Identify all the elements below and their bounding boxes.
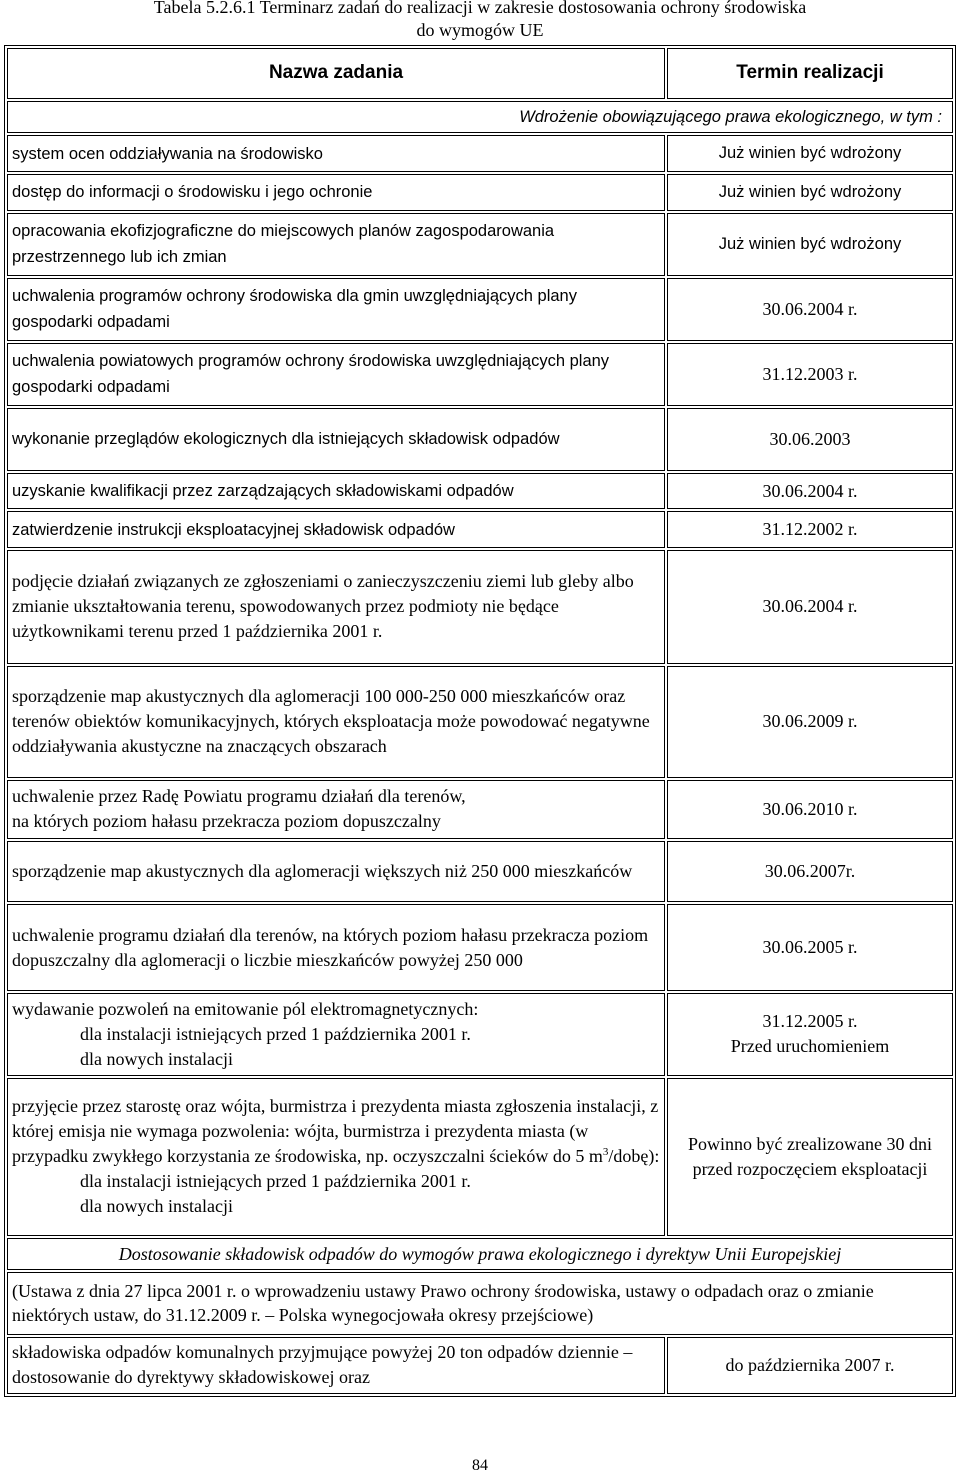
task-subitem: dla nowych instalacji bbox=[80, 1048, 233, 1069]
task-subitem: dla instalacji istniejących przed 1 października 2001 r. bbox=[80, 1023, 471, 1044]
task-cell: uchwalenie programu działań dla terenów, na których poziom hałasu przekracza poziom dopuszczalny dla aglomeracji o liczbie mieszkańców powyżej 250 000 bbox=[7, 904, 665, 991]
table-row bbox=[7, 511, 953, 548]
table-row bbox=[7, 780, 953, 839]
table-row bbox=[7, 343, 953, 406]
page-number: 84 bbox=[472, 1457, 488, 1474]
deadline-cell: 30.06.2004 r. bbox=[667, 473, 953, 510]
deadline-cell: 31.12.2002 r. bbox=[667, 511, 953, 548]
table-row bbox=[7, 408, 953, 471]
deadline-line: 31.12.2005 r. bbox=[762, 1011, 858, 1032]
deadline-cell: 30.06.2007r. bbox=[667, 841, 953, 902]
note-row bbox=[7, 1272, 953, 1335]
deadline-cell: 30.06.2004 r. bbox=[667, 550, 953, 664]
table-row bbox=[7, 1337, 953, 1394]
deadline-cell: Powinno być zrealizowane 30 dni przed rozpoczęciem eksploatacji bbox=[667, 1078, 953, 1237]
task-cell: składowiska odpadów komunalnych przyjmujące powyżej 20 ton odpadów dziennie – dostosowanie do dyrektywy składowiskowej oraz bbox=[7, 1337, 665, 1394]
deadline-cell: Już winien być wdrożony bbox=[667, 213, 953, 276]
task-line: wydawanie pozwoleń na emitowanie pól elektromagnetycznych: bbox=[12, 998, 479, 1019]
task-subitem: dla nowych instalacji bbox=[80, 1196, 233, 1217]
table-row bbox=[7, 473, 953, 510]
header-task: Nazwa zadania bbox=[7, 48, 665, 99]
task-cell: uchwalenia programów ochrony środowiska dla gmin uwzględniających plany gospodarki odpadami bbox=[7, 278, 665, 341]
task-subitem: dla instalacji istniejących przed 1 października 2001 r. bbox=[80, 1171, 471, 1192]
task-text: przyjęcie przez starostę oraz wójta, burmistrza i prezydenta miasta zgłoszenia instalacji, z której emisja nie wymaga pozwolenia: wójta, burmistrza i prezydenta miasta (w przypadku zwykłego korzystania ze środowiska, np. oczyszczalni ścieków do 5 m bbox=[12, 1096, 659, 1167]
table-row bbox=[7, 135, 953, 172]
legal-note: (Ustawa z dnia 27 lipca 2001 r. o wprowadzeniu ustawy Prawo ochrony środowiska, ustawy o odpadach oraz o zmianie niektórych ustaw, do 31.12.2009 r. – Polska wynegocjowała okresy przejściowe) bbox=[7, 1272, 953, 1335]
deadline-cell bbox=[667, 993, 953, 1075]
task-cell: opracowania ekofizjograficzne do miejscowych planów zagospodarowania przestrzennego lub ich zmian bbox=[7, 213, 665, 276]
section-heading: Wdrożenie obowiązującego prawa ekologicznego, w tym : bbox=[7, 101, 953, 134]
deadline-line: Przed uruchomieniem bbox=[730, 1036, 890, 1057]
header-row bbox=[7, 48, 953, 99]
section-row bbox=[7, 101, 953, 134]
task-cell: wykonanie przeglądów ekologicznych dla istniejących składowisk odpadów bbox=[7, 408, 665, 471]
header-deadline: Termin realizacji bbox=[667, 48, 953, 99]
deadline-cell: 30.06.2004 r. bbox=[667, 278, 953, 341]
task-cell: zatwierdzenie instrukcji eksploatacyjnej składowisk odpadów bbox=[7, 511, 665, 548]
table-row bbox=[7, 1078, 953, 1237]
schedule-table bbox=[4, 45, 956, 1397]
task-cell: uzyskanie kwalifikacji przez zarządzających składowiskami odpadów bbox=[7, 473, 665, 510]
table-caption-line2: do wymogów UE bbox=[416, 20, 544, 40]
table-caption-line1: Tabela 5.2.6.1 Terminarz zadań do realizacji w zakresie dostosowania ochrony środowiska bbox=[153, 0, 807, 17]
table-row bbox=[7, 174, 953, 211]
table-row bbox=[7, 213, 953, 276]
deadline-cell: 30.06.2003 bbox=[667, 408, 953, 471]
task-text: /dobę): bbox=[608, 1146, 660, 1167]
table-row bbox=[7, 666, 953, 778]
table-row bbox=[7, 841, 953, 902]
table-row bbox=[7, 278, 953, 341]
task-cell: sporządzenie map akustycznych dla aglomeracji 100 000-250 000 mieszkańców oraz terenów obiektów komunikacyjnych, których eksploatacja może powodować negatywne oddziaływania akustyczne na znaczących obszarach bbox=[7, 666, 665, 778]
deadline-cell: Już winien być wdrożony bbox=[667, 135, 953, 172]
task-line: uchwalenie przez Radę Powiatu programu działań dla terenów, bbox=[12, 786, 466, 807]
task-cell bbox=[7, 1078, 665, 1237]
task-cell: sporządzenie map akustycznych dla aglomeracji większych niż 250 000 mieszkańców bbox=[7, 841, 665, 902]
table-row bbox=[7, 550, 953, 664]
section-row bbox=[7, 1238, 953, 1270]
task-cell: uchwalenia powiatowych programów ochrony środowiska uwzględniających plany gospodarki odpadami bbox=[7, 343, 665, 406]
task-cell bbox=[7, 993, 665, 1075]
deadline-cell: 30.06.2010 r. bbox=[667, 780, 953, 839]
table-row bbox=[7, 993, 953, 1075]
task-cell: system ocen oddziaływania na środowisko bbox=[7, 135, 665, 172]
task-cell: podjęcie działań związanych ze zgłoszeniami o zanieczyszczeniu ziemi lub gleby albo zmianie ukształtowania terenu, spowodowanych przez podmioty nie będące użytkownikami terenu przed 1 października 2001 r. bbox=[7, 550, 665, 664]
deadline-cell: 30.06.2009 r. bbox=[667, 666, 953, 778]
deadline-cell: Już winien być wdrożony bbox=[667, 174, 953, 211]
task-cell bbox=[7, 780, 665, 839]
deadline-cell: 30.06.2005 r. bbox=[667, 904, 953, 991]
task-line: na których poziom hałasu przekracza poziom dopuszczalny bbox=[12, 811, 441, 832]
section-heading: Dostosowanie składowisk odpadów do wymogów prawa ekologicznego i dyrektyw Unii Europejskiej bbox=[7, 1238, 953, 1270]
superscript: 3 bbox=[602, 1146, 609, 1159]
task-cell: dostęp do informacji o środowisku i jego ochronie bbox=[7, 174, 665, 211]
deadline-cell: 31.12.2003 r. bbox=[667, 343, 953, 406]
table-row bbox=[7, 904, 953, 991]
deadline-cell: do października 2007 r. bbox=[667, 1337, 953, 1394]
